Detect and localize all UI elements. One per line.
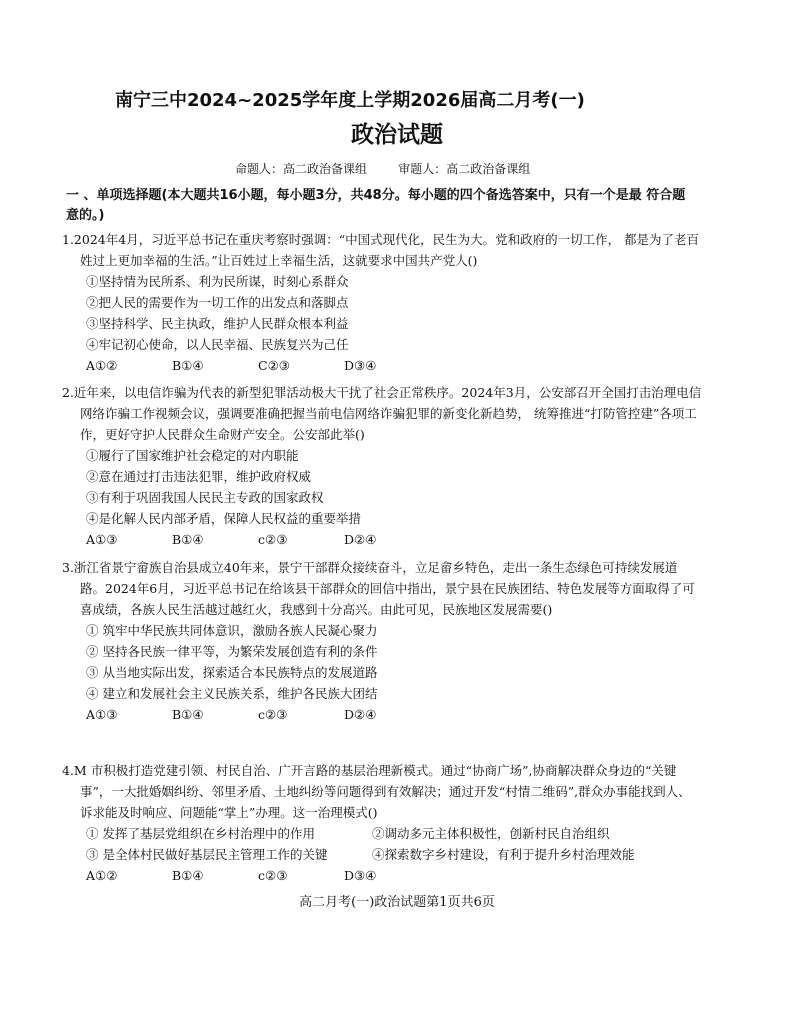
option: ① 发挥了基层党组织在乡村治理中的作用 bbox=[86, 826, 315, 841]
choice-a[interactable]: A①③ bbox=[86, 532, 118, 547]
choice-c[interactable]: c②③ bbox=[258, 868, 288, 883]
choice-b[interactable]: B①④ bbox=[172, 707, 204, 722]
option: ③ 是全体村民做好基层民主管理工作的关键 bbox=[86, 847, 328, 862]
question-2 bbox=[62, 382, 702, 550]
option: ④牢记初心使命，以人民幸福、民族复兴为己任 bbox=[86, 337, 349, 352]
question-stem: 4.M 市积极打造党建引领、村民自治、广开言路的基层治理新模式。通过“协商广场”,协商解决群众身边的“关键事”，一大批婚姻纠纷、邻里矛盾、土地纠纷等问题得到有效解决；通过开发“村情二维码”,群众办事能找到人、诉求能及时响应、问题能“掌上”办理。这一治理模式() bbox=[62, 763, 691, 820]
answer-choices bbox=[62, 865, 702, 886]
question-stem: 3.浙江省景宁畲族自治县成立40年来，景宁干部群众接续奋斗，立足畲乡特色，走出一条生态绿色可持续发展道路。2024年6月，习近平总书记在给该县干部群众的回信中指出，景宁县在民族团结、特色发展等方面取得了可喜成绩，各族人民生活越过越红火，我感到十分高兴。由此可见，民族地区发展需要() bbox=[62, 560, 695, 617]
option: ①坚持情为民所系、利为民所谋，时刻心系群众 bbox=[86, 274, 349, 289]
option: ③坚持科学、民主执政，维护人民群众根本利益 bbox=[86, 316, 349, 331]
option: ①履行了国家维护社会稳定的对内职能 bbox=[86, 448, 299, 463]
exam-title: 南宁三中2024~2025学年度上学期2026届高二月考(一) bbox=[115, 90, 585, 111]
choice-c[interactable]: c②③ bbox=[258, 532, 288, 547]
choice-b[interactable]: B①④ bbox=[172, 868, 204, 883]
question-stem: 1.2024年4月，习近平总书记在重庆考察时强调：“中国式现代化，民生为大。党和政府的一切工作， 都是为了老百姓过上更加幸福的生活。”让百姓过上幸福生活，这就要求中国共产党人() bbox=[62, 232, 700, 268]
option: ②调动多元主体积极性，创新村民自治组织 bbox=[372, 826, 610, 841]
choice-b[interactable]: B①④ bbox=[172, 358, 204, 373]
option: ① 筑牢中华民族共同体意识，激励各族人民凝心聚力 bbox=[86, 623, 378, 638]
authors-line bbox=[235, 160, 554, 177]
question-1 bbox=[62, 229, 702, 376]
option: ②意在通过打击违法犯罪，维护政府权威 bbox=[86, 469, 312, 484]
choice-a[interactable]: A①② bbox=[86, 358, 118, 373]
option: ④探索数字乡村建设，有利于提升乡村治理效能 bbox=[372, 847, 635, 862]
page-footer: 高二月考(一)政治试题第1页共6页 bbox=[299, 895, 495, 910]
choice-a[interactable]: A①② bbox=[86, 868, 118, 883]
choice-a[interactable]: A①③ bbox=[86, 707, 118, 722]
option: ③有利于巩固我国人民民主专政的国家政权 bbox=[86, 490, 324, 505]
answer-choices bbox=[62, 355, 702, 376]
setter: 命题人：高二政治备课组 bbox=[235, 162, 368, 176]
option: ④ 建立和发展社会主义民族关系，维护各民族大团结 bbox=[86, 686, 378, 701]
question-4 bbox=[62, 760, 702, 886]
option-row bbox=[62, 823, 702, 844]
answer-choices bbox=[62, 529, 702, 550]
option-row bbox=[62, 844, 702, 865]
question-stem: 2.近年来，以电信诈骗为代表的新型犯罪活动极大干扰了社会正常秩序。2024年3月，公安部召开全国打击治理电信网络诈骗工作视频会议，强调要准确把握当前电信网络诈骗犯罪的新变化新趋势， 统筹推进“打防管控建”各项工作，更好守护人民群众生命财产安全。公安部此举() bbox=[62, 385, 702, 442]
question-3 bbox=[62, 557, 702, 725]
choice-d[interactable]: D③④ bbox=[344, 358, 377, 373]
choice-c[interactable]: c②③ bbox=[258, 707, 288, 722]
choice-d[interactable]: D②④ bbox=[344, 532, 377, 547]
section-heading: 一 、单项选择题(本大题共16小题，每小题3分，共48分。每小题的四个备选答案中，只有一个是最 符合题意的。) bbox=[66, 188, 686, 223]
reviewer: 审题人：高二政治备课组 bbox=[398, 162, 531, 176]
choice-b[interactable]: B①④ bbox=[172, 532, 204, 547]
option: ② 坚持各民族一律平等，为繁荣发展创造有利的条件 bbox=[86, 644, 378, 659]
choice-d[interactable]: D③④ bbox=[344, 868, 377, 883]
option: ②把人民的需要作为一切工作的出发点和落脚点 bbox=[86, 295, 349, 310]
option: ③ 从当地实际出发，探索适合本民族特点的发展道路 bbox=[86, 665, 378, 680]
subject-title: 政治试题 bbox=[351, 122, 443, 148]
answer-choices bbox=[62, 704, 702, 725]
choice-d[interactable]: D②④ bbox=[344, 707, 377, 722]
choice-c[interactable]: C②③ bbox=[258, 358, 290, 373]
option: ④是化解人民内部矛盾，保障人民权益的重要举措 bbox=[86, 511, 362, 526]
